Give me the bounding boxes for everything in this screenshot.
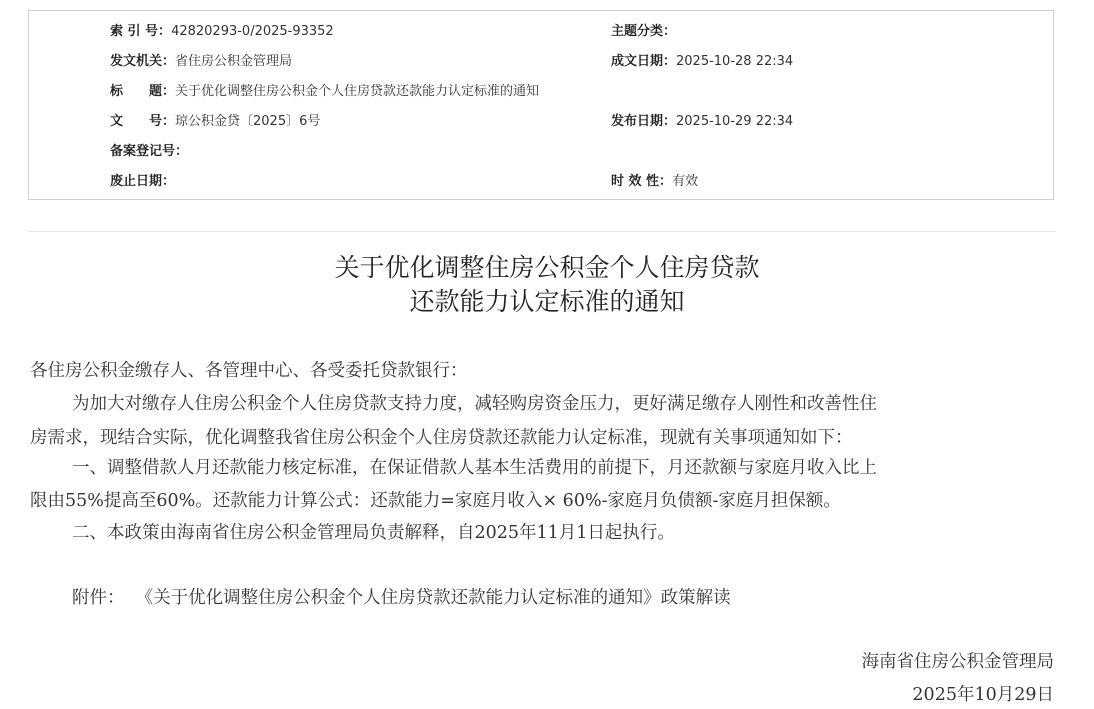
signature-date: 2025年10月29日 <box>912 685 1054 705</box>
meta-docno-row <box>110 114 320 130</box>
meta-title-row <box>110 84 539 100</box>
meta-category-label: 主题分类： <box>611 24 677 39</box>
salutation: 各住房公积金缴存人、各管理中心、各受委托贷款银行： <box>30 361 468 381</box>
attachment-row <box>72 587 731 609</box>
meta-issuer-row <box>110 54 292 70</box>
meta-validity-value: 有效 <box>672 174 699 189</box>
paragraph-2-line-1: 一、调整借款人月还款能力核定标准，在保证借款人基本生活费用的前提下，月还款额与家庭月收入比上 <box>72 458 877 478</box>
attachment-link[interactable]: 《关于优化调整住房公积金个人住房贷款还款能力认定标准的通知》政策解读 <box>135 588 731 608</box>
meta-abolish-label: 废止日期： <box>110 174 176 189</box>
meta-index-label: 索 引 号： <box>110 24 172 39</box>
paragraph-1-line-1: 为加大对缴存人住房公积金个人住房贷款支持力度，减轻购房资金压力，更好满足缴存人刚性和改善性住 <box>72 394 877 414</box>
attachment-label: 附件： <box>72 588 125 608</box>
paragraph-2-line-2: 限由55%提高至60%。还款能力计算公式：还款能力=家庭月收入× 60%-家庭月负债额-家庭月担保额。 <box>30 491 841 511</box>
document-title-line-1: 关于优化调整住房公积金个人住房贷款 <box>334 253 760 282</box>
document-metadata-box <box>28 10 1054 200</box>
meta-created-value: 2025-10-28 22:34 <box>676 54 794 69</box>
meta-docno-value: 琼公积金贷〔2025〕6号 <box>175 114 321 129</box>
meta-record-label: 备案登记号： <box>110 144 189 159</box>
meta-published-label: 发布日期： <box>611 114 677 129</box>
meta-issuer-label: 发文机关： <box>110 54 176 69</box>
meta-category-row <box>611 24 676 40</box>
meta-published-value: 2025-10-29 22:34 <box>676 114 794 129</box>
meta-record-row <box>110 144 188 160</box>
meta-validity-row <box>611 174 698 190</box>
meta-validity-label: 时 效 性： <box>611 174 673 189</box>
meta-created-label: 成文日期： <box>611 54 677 69</box>
signature-organization: 海南省住房公积金管理局 <box>861 652 1054 672</box>
paragraph-3: 二、本政策由海南省住房公积金管理局负责解释，自2025年11月1日起执行。 <box>72 523 675 543</box>
meta-docno-label: 文 号： <box>110 114 176 129</box>
meta-created-row <box>611 54 793 70</box>
document-title-line-2: 还款能力认定标准的通知 <box>409 287 685 316</box>
meta-published-row <box>611 114 793 130</box>
meta-title-value: 关于优化调整住房公积金个人住房贷款还款能力认定标准的通知 <box>175 84 540 99</box>
meta-index-row <box>110 24 334 40</box>
paragraph-1-line-2: 房需求，现结合实际，优化调整我省住房公积金个人住房贷款还款能力认定标准，现就有关事项通知如下： <box>30 428 853 448</box>
meta-abolish-row <box>110 174 175 190</box>
meta-index-value: 42820293-0/2025-93352 <box>171 24 334 39</box>
meta-issuer-value: 省住房公积金管理局 <box>175 54 293 69</box>
header-divider <box>28 231 1056 232</box>
meta-title-label: 标 题： <box>110 84 176 99</box>
